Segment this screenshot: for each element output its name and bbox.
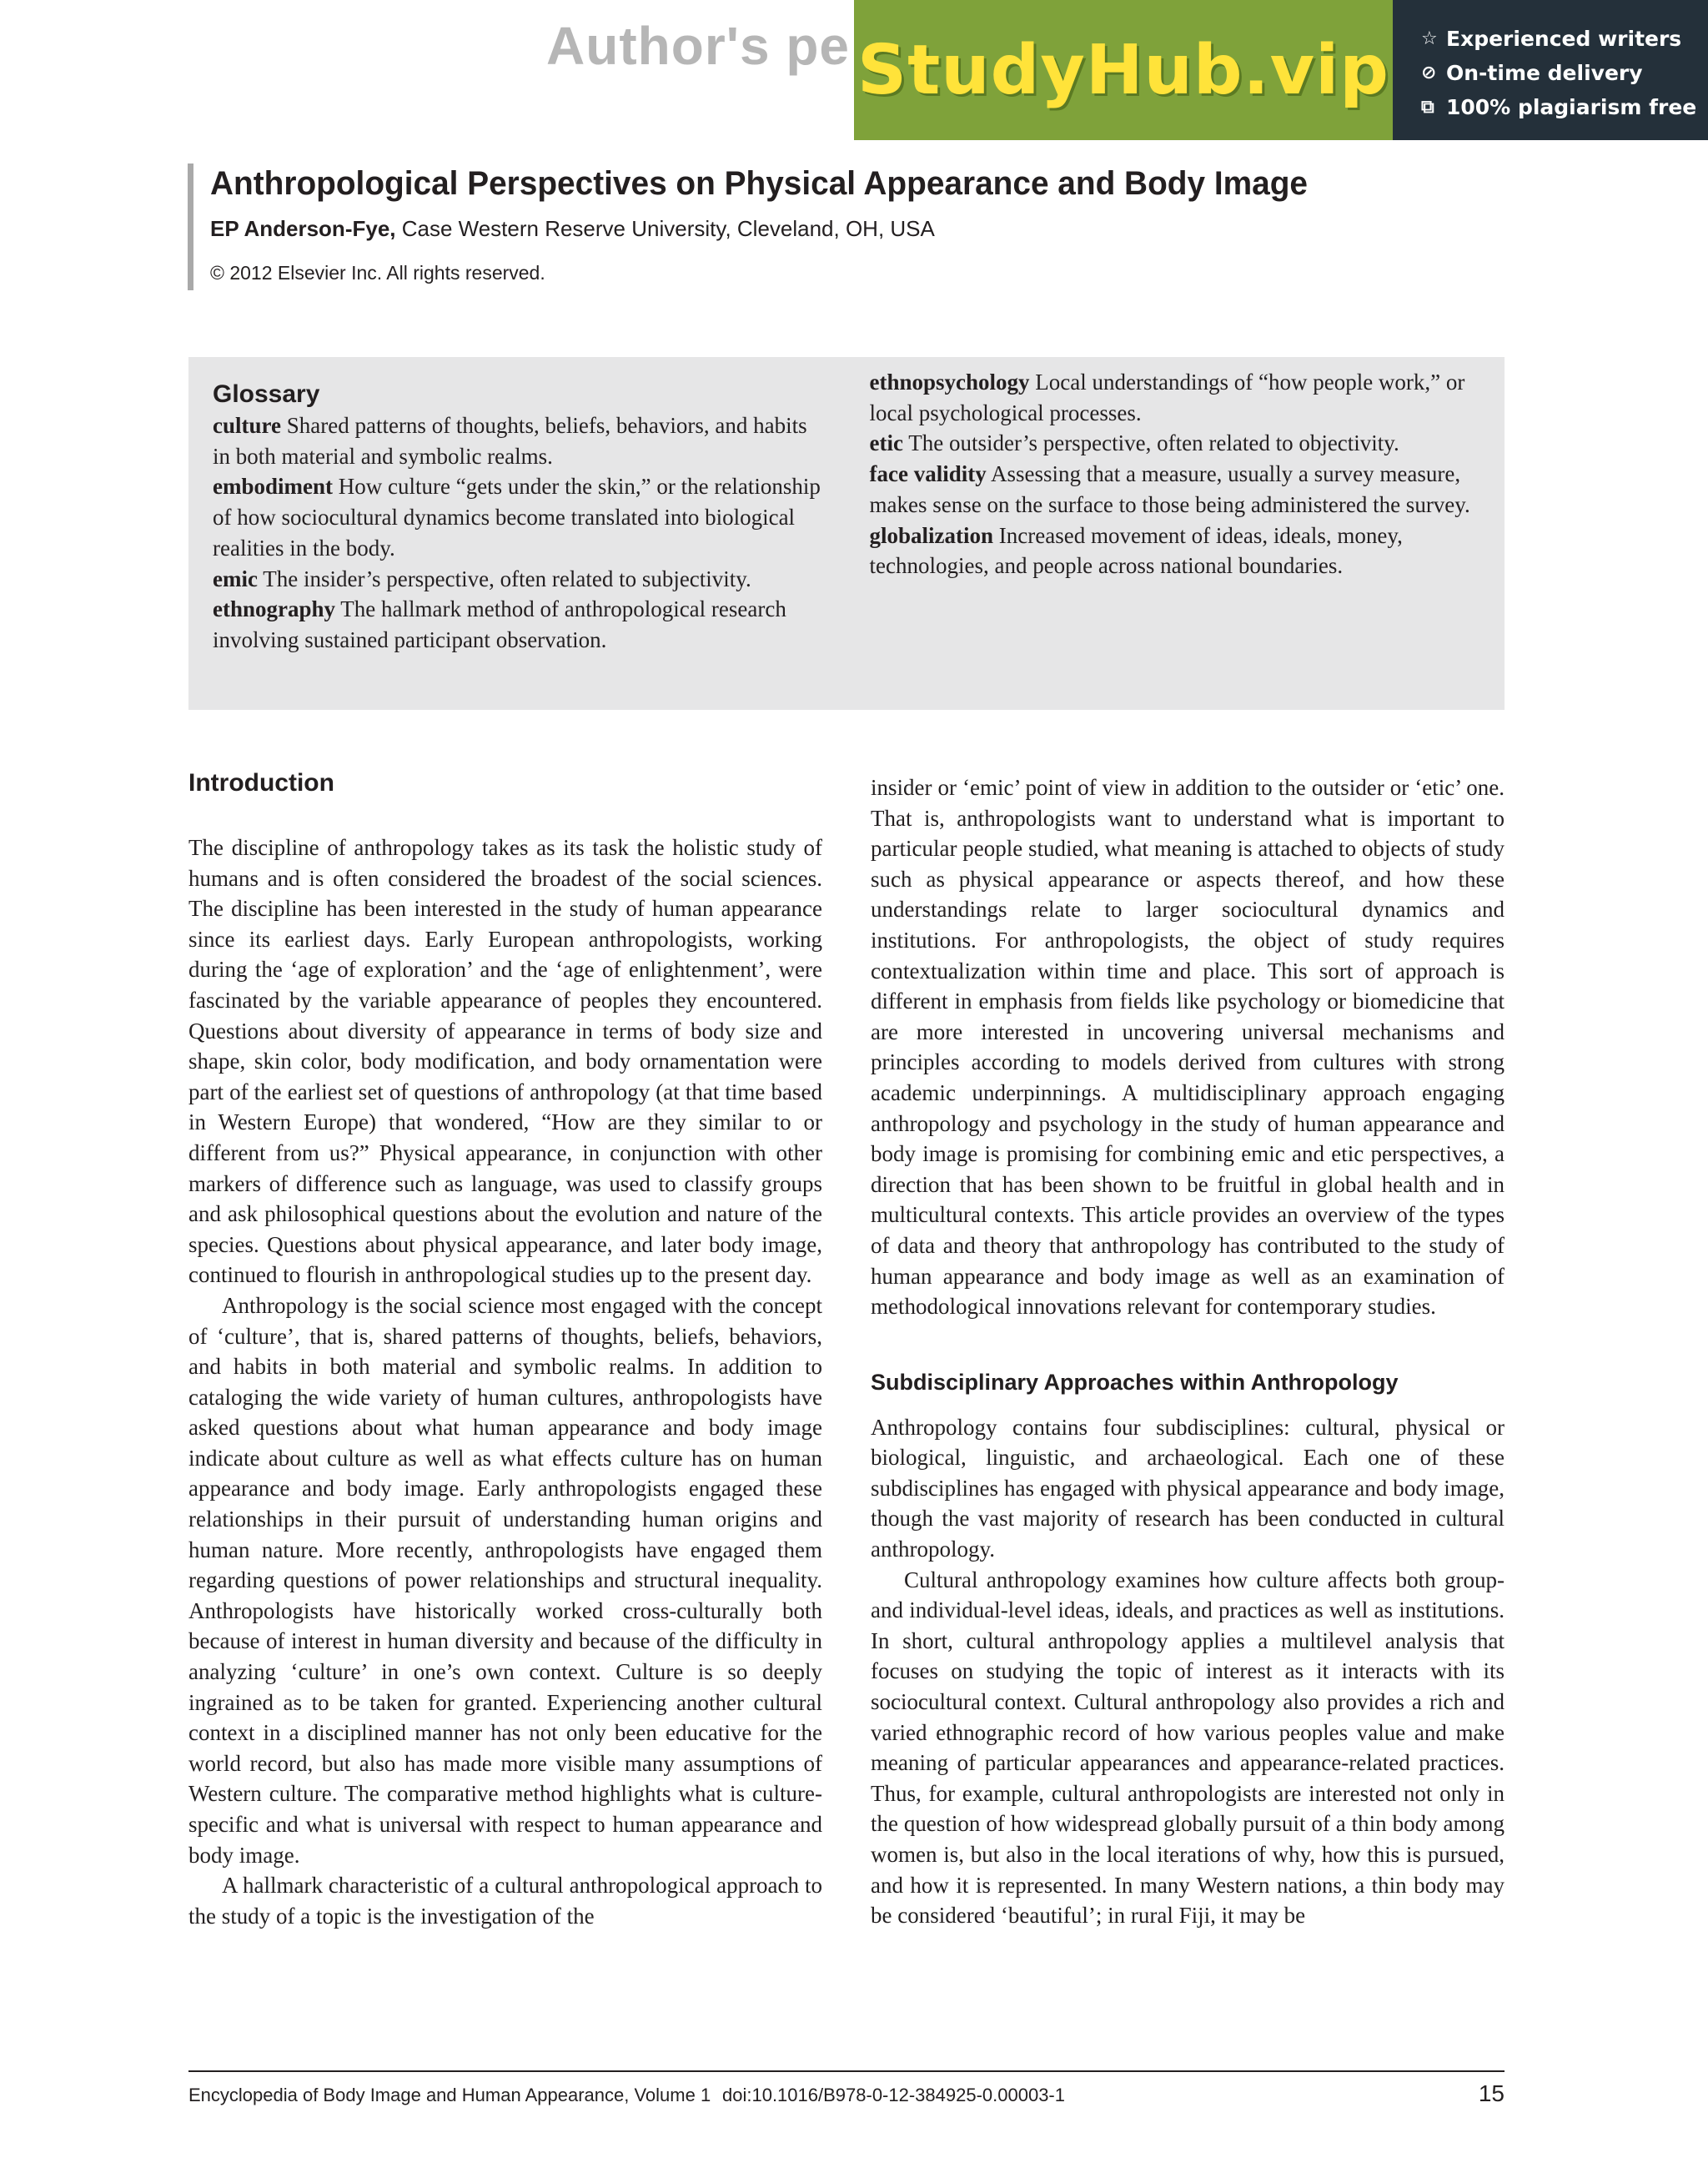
banner-feature-label: 100% plagiarism free xyxy=(1446,95,1697,119)
banner-logo-text: StudyHub.vip xyxy=(857,30,1389,110)
author-affiliation: Case Western Reserve University, Cleveland, OH, USA xyxy=(395,216,935,241)
glossary-entry xyxy=(870,367,1480,428)
banner-logo[interactable] xyxy=(854,0,1393,140)
studyhub-banner[interactable] xyxy=(854,0,1708,140)
body-paragraph: A hallmark characteristic of a cultural anthropological approach to the study of a topic is the investigation of the xyxy=(188,1873,822,1929)
body-paragraph: Cultural anthropology examines how culture affects both group- and individual-level ideas, ideals, and practices as well as institutions. In short, cultural anthropology applies a multilevel analysis that focuses on studying the topic of interest as it interacts with its sociocultural context. Cultural anthropology also provides a rich and varied ethnographic record of how various peoples value and make meaning of particular appearances and appearance-related practices. Thus, for example, cultural anthropologists are interested not only in the question of how widespread globally pursuit of a thin body among women is, but also in the local iterations of why, how this is pursued, and how it is represented. In many Western nations, a thin body may be considered ‘beautiful’; in rural Fiji, it may be xyxy=(871,1567,1505,1929)
glossary-right-column xyxy=(870,367,1480,710)
author-line xyxy=(210,215,1342,242)
banner-feature xyxy=(1421,22,1708,56)
glossary-term: globalization xyxy=(869,522,994,548)
glossary-definition: Increased movement of ideas, ideals, money, technologies, and people across national boundaries. xyxy=(869,522,1403,579)
banner-feature xyxy=(1421,90,1708,124)
author-name: EP Anderson-Fye, xyxy=(210,216,396,241)
glossary-entry xyxy=(870,459,1480,520)
glossary-term: ethnopsychology xyxy=(869,370,1030,395)
article-header xyxy=(188,163,1342,290)
copyright-notice: © 2012 Elsevier Inc. All rights reserved. xyxy=(210,262,545,284)
body-paragraph: insider or ‘emic’ point of view in addition to the outsider or ‘etic’ one. That is, anthropologists want to understand what is important to particular people studied, what meaning is attached to objects of study such as physical appearance or aspects thereof, and how these understandings relate to larger sociocultural dynamics and institutions. For anthropologists, the object of study requires contextualization within time and place. This sort of approach is different in emphasis from fields like psychology or biomedicine that are more interested in uncovering universal mechanisms and principles according to models derived from cultures with strong academic underpinnings. A multidisciplinary approach engaging anthropology and psychology in the study of human appearance and body image is promising for combining emic and etic perspectives, a direction that has been shown to be fruitful in global health and in multicultural contexts. This article provides an overview of the types of data and theory that anthropology has contributed to the study of human appearance and body image as well as an examination of methodological innovations relevant for contemporary studies. xyxy=(871,775,1505,1320)
introduction-heading: Introduction xyxy=(188,769,334,797)
star-outline-icon: ☆ xyxy=(1421,28,1438,49)
banner-feature-label: On-time delivery xyxy=(1446,61,1643,85)
glossary-definition: Assessing that a measure, usually a survey measure, makes sense on the surface to those being administered the survey. xyxy=(869,461,1470,517)
body-left-column xyxy=(188,767,822,1931)
footer-journal: Encyclopedia of Body Image and Human Appearance, Volume 1 xyxy=(188,2085,711,2105)
body-paragraph: Anthropology contains four subdisciplines: cultural, physical or biological, linguistic, and archaeological. Each one of these subdisciplines has engaged with physical appearance and body image, though the vast majority of research has been conducted in cultural anthropology. xyxy=(871,1414,1505,1562)
glossary-left-column xyxy=(213,372,823,710)
glossary-term: face validity xyxy=(869,461,987,487)
glossary-entry xyxy=(213,564,823,595)
glossary-term: culture xyxy=(213,413,281,438)
glossary-definition: Local understandings of “how people work,” or local psychological processes. xyxy=(869,370,1465,425)
banner-features xyxy=(1393,0,1708,140)
glossary-entry xyxy=(870,521,1480,581)
banner-feature xyxy=(1421,56,1708,90)
body-paragraph: The discipline of anthropology takes as its task the holistic study of humans and is often considered the broadest of the social sciences. The discipline has been interested in the study of human appearance since its earliest days. Early European anthropologists, working during the ‘age of exploration’ and the ‘age of enlightenment’, were fascinated by the variable appearance of peoples they encountered. Questions about diversity of appearance in terms of body size and shape, skin color, body modification, and body ornamentation were part of the earliest set of questions of anthropology (at that time based in Western Europe) that wondered, “How are they similar to or different from us?” Physical appearance, in conjunction with other markers of difference such as language, was used to classify groups and ask philosophical questions about the evolution and nature of the species. Questions about physical appearance, and later body image, continued to flourish in anthropological studies up to the present day. xyxy=(188,835,822,1288)
glossary-term: ethnography xyxy=(213,596,336,622)
body-paragraph: Anthropology is the social science most engaged with the concept of ‘culture’, that is, shared patterns of thoughts, beliefs, behaviors, and habits in both material and symbolic realms. In addition to cataloging the wide variety of human cultures, anthropologists have asked questions about what human appearance and body image indicate about culture as well as what effects culture has on human appearance and body image. Early anthropologists engaged these relationships in their pursuit of understanding human origins and human nature. More recently, anthropologists have engaged them regarding questions of power relationships and structural inequality. Anthropologists have historically worked cross-culturally both because of interest in human diversity and because of the difficulty in analyzing ‘culture’ in one’s own context. Culture is so deeply ingrained as to be taken for granted. Experiencing another cultural context in a disciplined manner has not only been educative for the world record, but also has made more visible many assumptions of Western culture. The comparative method highlights what is culture-specific and what is universal with respect to human appearance and body image. xyxy=(188,1292,822,1868)
page-footer xyxy=(188,2080,1505,2107)
glossary-term: emic xyxy=(213,566,258,591)
footer-doi: doi:10.1016/B978-0-12-384925-0.00003-1 xyxy=(722,2085,1065,2105)
page-number: 15 xyxy=(1478,2080,1505,2106)
glossary-definition: Shared patterns of thoughts, beliefs, behaviors, and habits in both material and symbolic realms. xyxy=(213,413,807,469)
glossary-term: embodiment xyxy=(213,474,333,500)
glossary-definition: The hallmark method of anthropological research involving sustained participant observation. xyxy=(213,596,786,652)
body-right-column xyxy=(871,772,1505,1931)
glossary-definition: How culture “gets under the skin,” or the relationship of how sociocultural dynamics become translated into biological realities in the body. xyxy=(213,474,821,561)
glossary-definition: The outsider’s perspective, often related to objectivity. xyxy=(902,430,1399,456)
glossary-entry xyxy=(213,471,823,563)
glossary-entry xyxy=(870,428,1480,459)
glossary-heading: Glossary xyxy=(213,380,320,408)
glossary-term: etic xyxy=(869,430,903,456)
glossary-entry xyxy=(213,410,823,471)
footer-rule xyxy=(188,2070,1505,2072)
glossary-entry xyxy=(213,594,823,655)
subdisciplinary-heading: Subdisciplinary Approaches within Anthropology xyxy=(871,1369,1399,1395)
article-title: Anthropological Perspectives on Physical Appearance and Body Image xyxy=(210,165,1308,202)
banner-feature-label: Experienced writers xyxy=(1446,27,1682,51)
clock-icon: ⊘ xyxy=(1421,63,1437,83)
watermark-text: Author's pe xyxy=(546,16,850,76)
copy-icon: ⧉ xyxy=(1421,97,1434,118)
glossary-definition: The insider’s perspective, often related to subjectivity. xyxy=(257,566,751,591)
glossary-box xyxy=(188,357,1505,710)
